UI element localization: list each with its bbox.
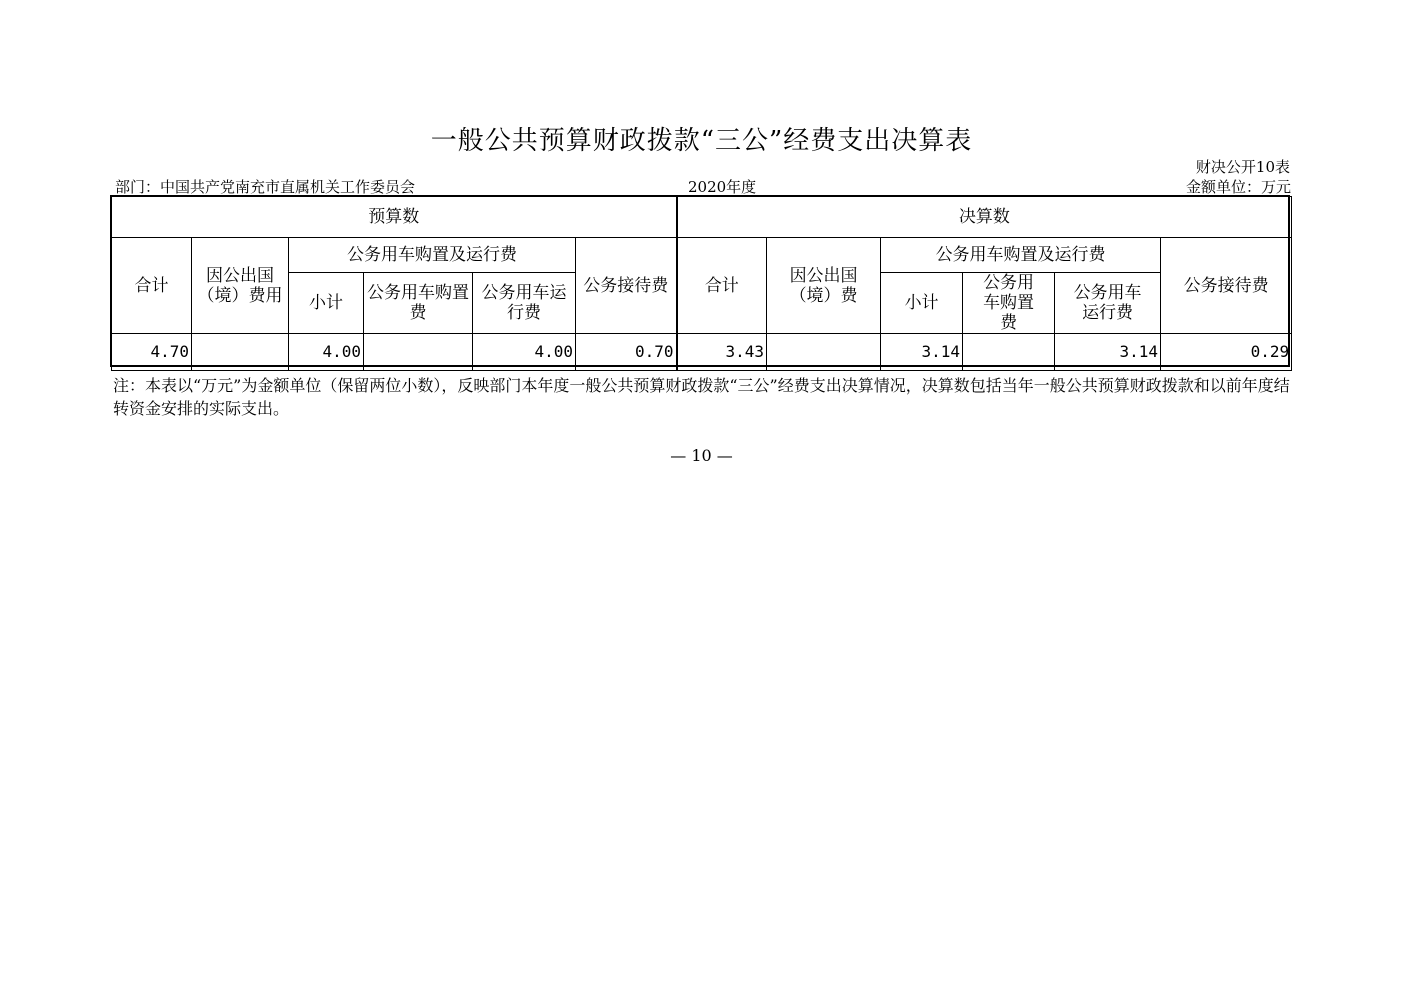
budget-reception-header: 公务接待费: [576, 238, 677, 334]
final-vehicle-operation-value: 3.14: [1055, 334, 1161, 371]
final-vehicle-purchase-value: [963, 334, 1055, 371]
unit-label: 金额单位：万元: [1185, 178, 1291, 196]
budget-header: 预算数: [112, 197, 677, 238]
final-header: 决算数: [677, 197, 1292, 238]
final-vehicle-subtotal-value: 3.14: [881, 334, 963, 371]
budget-vehicle-purchase-header: 公务用车购置费: [364, 273, 473, 334]
page-number: — 10 —: [670, 446, 733, 465]
final-reception-value: 0.29: [1161, 334, 1292, 371]
budget-vehicle-operation-value: 4.00: [473, 334, 576, 371]
final-vehicle-group-header: 公务用车购置及运行费: [881, 238, 1161, 273]
year-label: 2020年度: [688, 178, 757, 196]
budget-abroad-header: 因公出国（境）费用: [192, 238, 289, 334]
final-total-value: 3.43: [677, 334, 767, 371]
final-total-header: 合计: [677, 238, 767, 334]
budget-vehicle-operation-header: 公务用车运行费: [473, 273, 576, 334]
budget-total-value: 4.70: [112, 334, 192, 371]
budget-subtotal-header: 小计: [289, 273, 364, 334]
meta-row: [113, 176, 1291, 196]
department-label: 部门：中国共产党南充市直属机关工作委员会: [115, 178, 416, 196]
budget-vehicle-purchase-value: [364, 334, 473, 371]
table-note: 注：本表以“万元”为金额单位（保留两位小数），反映部门本年度一般公共预算财政拨款“三公”经费支出决算情况，决算数包括当年一般公共预算财政拨款和以前年度结转资金安排的实际支出。: [113, 376, 1290, 418]
budget-vehicle-subtotal-value: 4.00: [289, 334, 364, 371]
budget-vehicle-group-header: 公务用车购置及运行费: [289, 238, 576, 273]
budget-abroad-value: [192, 334, 289, 371]
final-abroad-header: 因公出国（境）费: [767, 238, 881, 334]
table-number: 财决公开10表: [1195, 158, 1290, 176]
page-title: 一般公共预算财政拨款“三公”经费支出决算表: [430, 126, 973, 156]
expenditure-table: [111, 196, 1292, 371]
final-reception-header: 公务接待费: [1161, 238, 1292, 334]
final-vehicle-purchase-header: 公务用车购置费: [963, 273, 1055, 334]
final-subtotal-header: 小计: [881, 273, 963, 334]
final-abroad-value: [767, 334, 881, 371]
budget-total-header: 合计: [112, 238, 192, 334]
budget-reception-value: 0.70: [576, 334, 677, 371]
final-vehicle-operation-header: 公务用车运行费: [1055, 273, 1161, 334]
